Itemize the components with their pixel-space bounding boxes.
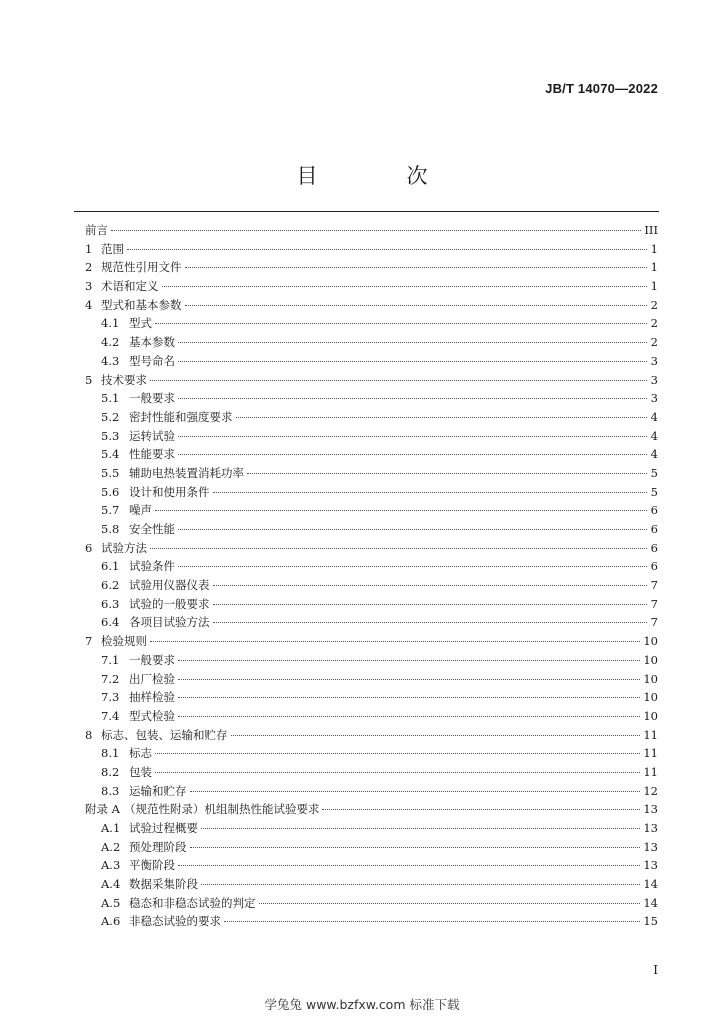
toc-entry[interactable] [85,520,658,539]
toc-dot-leader [213,621,648,623]
toc-entry-title: 试验用仪器仪表 [129,578,210,593]
page-title: 目 次 [296,164,462,188]
toc-entry-title: 平衡阶段 [129,858,175,873]
toc-entry-title: 型号命名 [129,353,175,368]
toc-entry-number: A.2 [101,839,121,854]
toc-entry-page: 1 [650,241,658,256]
toc-entry[interactable] [85,464,658,483]
toc-entry[interactable] [85,670,658,689]
toc-dot-leader [178,678,640,680]
toc-dot-leader [155,509,647,511]
toc-entry-title: 型式和基本参数 [101,297,182,312]
toc-dot-leader [150,379,647,381]
toc-entry-page: 3 [650,391,658,406]
toc-entry-number: 5.7 [101,503,120,518]
toc-entry-number: 5.3 [101,428,120,443]
toc-entry[interactable] [85,838,658,857]
toc-entry-page: 6 [650,522,658,536]
toc-dot-leader [185,266,648,268]
toc-entry[interactable] [85,576,658,595]
toc-entry-title: 前言 [85,223,108,237]
toc-entry-page: 14 [643,877,658,892]
toc-entry-number: 6 [85,540,93,555]
toc-entry-page: 3 [650,372,658,387]
toc-entry-title: 一般要求 [129,391,175,406]
toc-entry-number: 6.1 [101,559,120,574]
toc-entry-number: A.3 [101,858,121,873]
toc-entry-number: 7.3 [101,690,120,705]
standard-number: JB/T 14070—2022 [545,81,658,96]
toc-dot-leader [213,491,648,493]
toc-dot-leader [322,808,640,810]
toc-entry-title: 稳态和非稳态试验的判定 [129,895,256,910]
toc-entry-page: 10 [643,652,658,667]
toc-entry-title: 安全性能 [129,522,175,536]
toc-entry-number: 5.8 [101,522,120,536]
toc-entry-page: 7 [650,578,658,593]
toc-entry-number: 6.2 [101,578,120,593]
toc-entry-title: 出厂检验 [129,671,175,686]
toc-entry-title: 范围 [101,241,124,256]
toc-entry[interactable] [85,314,658,333]
toc-entry-title: 各项目试验方法 [129,615,210,630]
toc-entry[interactable] [85,688,658,707]
page-number: I [653,963,658,977]
toc-dot-leader [150,640,640,642]
toc-entry-number: A.4 [101,877,121,892]
toc-dot-leader [178,864,640,866]
toc-dot-leader [190,790,641,792]
toc-entry[interactable] [85,501,658,520]
toc-entry-number: 4.1 [101,316,120,331]
toc-entry-title: 性能要求 [129,447,175,462]
toc-dot-leader [178,397,647,399]
toc-entry-page: 11 [643,764,658,779]
toc-entry-page: 2 [650,297,658,312]
toc-entry-number: A.5 [101,895,121,910]
toc-entry-title: （规范性附录）机组制热性能试验要求 [123,802,320,817]
toc-entry-title: 试验的一般要求 [129,596,210,611]
toc-entry-number: 8.1 [101,746,120,761]
toc-entry-number: A.1 [101,821,121,835]
toc-entry-page: 13 [643,839,658,854]
toc-entry-number: 6.3 [101,596,120,611]
toc-entry-number: 5.5 [101,465,120,480]
toc-dot-leader [201,883,640,885]
toc-entry-number: 5.2 [101,409,120,424]
toc-entry-page: 14 [643,895,658,910]
toc-entry-number: 7.4 [101,708,120,723]
toc-dot-leader [155,771,640,773]
toc-entry-number: 5.6 [101,484,120,499]
toc-entry-number: 5 [85,372,93,387]
toc-entry-title: 非稳态试验的要求 [129,914,221,929]
toc-entry-page: 7 [650,615,658,630]
toc-entry-title: 设计和使用条件 [129,484,210,499]
toc-entry-title: 抽样检验 [129,690,175,705]
toc-entry[interactable] [85,707,658,726]
toc-entry-number: 附录 A [85,802,120,817]
toc-entry-number: 5.4 [101,447,120,462]
toc-entry[interactable] [85,539,658,558]
toc-entry[interactable] [85,240,658,259]
toc-entry-number: 7 [85,634,93,649]
toc-entry-number: 3 [85,279,93,294]
toc-entry-title: 噪声 [129,503,152,518]
toc-entry-page: 11 [643,727,658,742]
toc-dot-leader [111,229,641,231]
toc-entry-number: A.6 [101,914,121,929]
toc-entry-title: 基本参数 [129,335,175,350]
toc-dot-leader [162,285,648,287]
toc-entry[interactable] [85,557,658,576]
toc-dot-leader [236,416,648,418]
toc-dot-leader [127,248,647,250]
toc-entry-page: 15 [643,914,658,929]
toc-dot-leader [178,360,647,362]
toc-entry-title: 型式 [129,316,152,331]
toc-entry-page: 6 [650,559,658,574]
toc-entry-number: 4.3 [101,353,120,368]
toc-entry-page: 5 [650,484,658,499]
toc-entry-page: 1 [650,279,658,294]
toc-entry-page: 5 [650,465,658,480]
toc-dot-leader [150,547,647,549]
toc-dot-leader [178,341,647,343]
toc-entry-title: 标志、包装、运输和贮存 [101,727,228,742]
toc-dot-leader [201,827,640,829]
toc-entry-page: 13 [643,802,658,817]
toc-entry-title: 型式检验 [129,708,175,723]
toc-entry-title: 辅助电热装置消耗功率 [129,465,244,480]
toc-entry-number: 4.2 [101,335,120,350]
toc-entry-page: 10 [643,671,658,686]
toc-entry-title: 试验方法 [101,540,147,555]
toc-entry-title: 标志 [129,746,152,761]
toc-entry[interactable] [85,427,658,446]
toc-entry-page: III [644,223,658,237]
toc-dot-leader [213,603,648,605]
toc-entry-title: 包装 [129,764,152,779]
toc-entry-title: 技术要求 [101,372,147,387]
toc-dot-leader [247,472,647,474]
toc-entry-title: 检验规则 [101,634,147,649]
toc-entry-title: 预处理阶段 [129,839,187,854]
toc-entry[interactable] [85,296,658,315]
toc-entry-page: 11 [643,746,658,761]
toc-entry-page: 10 [643,708,658,723]
toc-entry-number: 2 [85,260,93,275]
toc-entry-page: 4 [650,409,658,424]
toc-entry[interactable] [85,389,658,408]
toc-dot-leader [178,435,647,437]
toc-entry[interactable] [85,371,658,390]
toc-entry-page: 2 [650,316,658,331]
toc-entry-title: 规范性引用文件 [101,260,182,275]
toc-dot-leader [178,715,640,717]
toc-dot-leader [178,565,647,567]
toc-entry-title: 一般要求 [129,652,175,667]
toc-entry-number: 1 [85,241,93,256]
toc-entry-number: 8 [85,727,93,742]
toc-entry[interactable] [85,875,658,894]
toc-entry-page: 2 [650,335,658,350]
toc-entry[interactable] [85,595,658,614]
toc-dot-leader [178,528,647,530]
toc-dot-leader [259,902,641,904]
toc-entry-page: 4 [650,447,658,462]
toc-dot-leader [231,734,641,736]
toc-entry[interactable] [85,352,658,371]
toc-entry-page: 6 [650,503,658,518]
toc-entry-page: 4 [650,428,658,443]
toc-entry-title: 运输和贮存 [129,783,187,798]
toc-entry[interactable] [85,912,658,931]
toc-entry[interactable] [85,651,658,670]
toc-entry-page: 10 [643,690,658,705]
toc-entry-page: 7 [650,596,658,611]
toc-entry-number: 7.1 [101,652,120,667]
toc-entry[interactable] [85,258,658,277]
toc-dot-leader [178,453,647,455]
toc-entry-page: 1 [650,260,658,275]
watermark-text: 学兔兔 www.bzfxw.com 标准下载 [264,997,460,1012]
toc-entry-number: 4 [85,297,93,312]
toc-entry-title: 试验过程概要 [129,821,198,835]
toc-entry-title: 运转试验 [129,428,175,443]
toc-entry[interactable] [85,819,658,838]
table-of-contents [85,221,658,931]
toc-entry[interactable] [85,408,658,427]
toc-dot-leader [190,846,641,848]
toc-entry-title: 试验条件 [129,559,175,574]
toc-entry-title: 数据采集阶段 [129,877,198,892]
title-divider [74,211,659,212]
toc-dot-leader [213,584,648,586]
toc-entry[interactable] [85,856,658,875]
toc-entry-number: 8.2 [101,764,120,779]
toc-entry-title: 术语和定义 [101,279,159,294]
toc-entry-page: 13 [643,821,658,835]
toc-entry[interactable] [85,800,658,819]
toc-entry[interactable] [85,277,658,296]
toc-entry[interactable] [85,333,658,352]
toc-entry-page: 3 [650,353,658,368]
toc-dot-leader [185,304,648,306]
toc-entry[interactable] [85,763,658,782]
toc-entry-page: 6 [650,540,658,555]
toc-entry[interactable] [85,782,658,801]
toc-entry[interactable] [85,483,658,502]
toc-entry-page: 13 [643,858,658,873]
toc-entry[interactable] [85,613,658,632]
toc-entry[interactable] [85,726,658,745]
toc-dot-leader [178,696,640,698]
toc-entry-page: 10 [643,634,658,649]
toc-entry[interactable] [85,445,658,464]
toc-dot-leader [224,920,640,922]
toc-entry-number: 6.4 [101,615,120,630]
toc-entry[interactable] [85,221,658,240]
toc-entry-number: 5.1 [101,391,120,406]
toc-entry-page: 12 [643,783,658,798]
toc-entry[interactable] [85,632,658,651]
toc-entry[interactable] [85,894,658,913]
toc-entry-number: 7.2 [101,671,120,686]
toc-entry-title: 密封性能和强度要求 [129,409,233,424]
toc-entry-number: 8.3 [101,783,120,798]
toc-dot-leader [178,659,640,661]
toc-dot-leader [155,752,640,754]
toc-dot-leader [155,322,647,324]
toc-entry[interactable] [85,744,658,763]
